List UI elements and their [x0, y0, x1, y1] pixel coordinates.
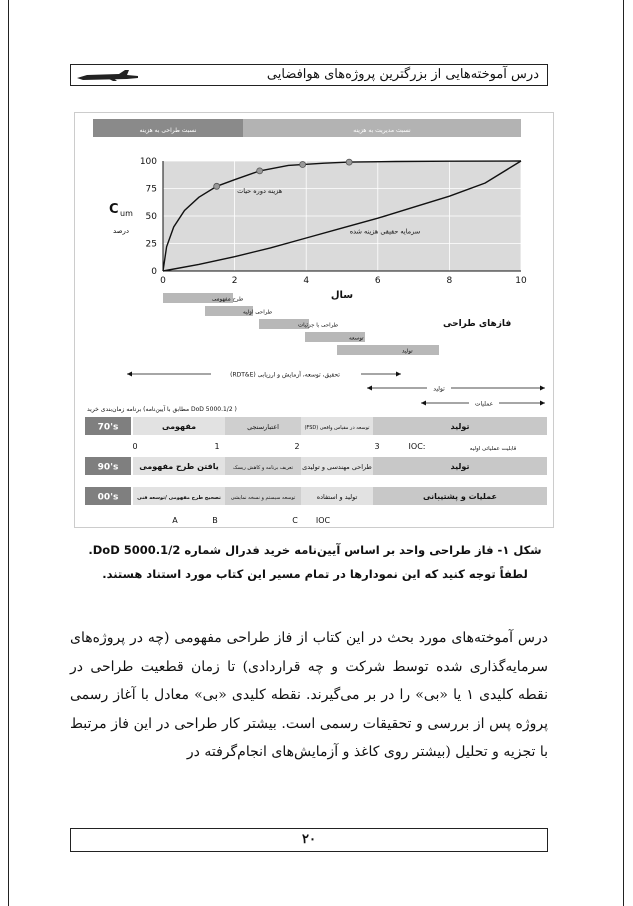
running-header	[70, 64, 548, 86]
y-axis-unit: درصد	[112, 227, 130, 235]
milestone-00-label: IOC	[315, 516, 331, 525]
schedule-cell-label: تولید	[450, 422, 470, 431]
ioc-note: قابلیت عملیاتی اولیه	[469, 446, 517, 452]
acquisition-title: برنامه زمان‌بندی خرید (مطابق با آیین‌نامه DoD 5000.1/2 )	[87, 406, 237, 413]
schedule-cell-label: توسعه در مقیاس واقعی (FSD)	[304, 425, 370, 431]
era-label: 70's	[97, 422, 119, 433]
y-axis-label: C	[109, 202, 119, 217]
milestone-70-label: 3	[374, 442, 380, 451]
schedule-cell-label: اعتبارسنجی	[247, 423, 279, 431]
milestone-70-label: 1	[214, 442, 220, 451]
x-tick-label: 6	[374, 276, 381, 286]
milestone-00-label: A	[172, 516, 178, 525]
management-cost-label: نسبت مدیریت به هزینه	[353, 127, 411, 134]
page-number: ۲۰	[302, 832, 316, 847]
airplane-icon	[75, 69, 141, 83]
schedule-cell-label: عملیات و پشتیبانی	[423, 492, 497, 501]
design-phases-label: فازهای طراحی	[443, 319, 512, 329]
operations-arrow-head-left	[421, 401, 426, 406]
phase-label: طراحی با جزئیات	[298, 322, 339, 329]
rdte-label: تحقیق، توسعه، آزمایش و ارزیابی (RDT&E)	[230, 371, 340, 379]
milestone-00-label: C	[292, 516, 298, 525]
schedule-cell-label: تصحیح طرح مفهومی /توسعه فنی	[137, 495, 221, 501]
series-label-invested: سرمایه حقیقی هزینه شده	[349, 227, 421, 236]
schedule-cell-label: طراحی مهندسی و تولیدی	[302, 463, 372, 471]
y-tick-label: 50	[145, 212, 157, 222]
operations-arrow-head-right	[540, 401, 545, 406]
y-tick-label: 75	[145, 184, 157, 195]
page-footer	[70, 828, 548, 852]
data-point	[257, 168, 263, 174]
rdte-arrow-head-left	[127, 372, 132, 377]
production-arrow-head-left	[367, 386, 372, 391]
schedule-cell-label: مفهومی	[161, 422, 197, 431]
figure-canvas	[75, 113, 553, 527]
y-tick-label: 100	[139, 157, 157, 167]
x-tick-label: 2	[231, 276, 238, 286]
y-axis-label-sub: um	[120, 209, 133, 218]
phase-label: طرح مفهومی	[212, 296, 244, 303]
rdte-arrow-head-right	[396, 372, 401, 377]
x-tick-label: 10	[515, 276, 527, 286]
milestone-00-label: B	[212, 516, 218, 525]
y-tick-label: 25	[145, 239, 157, 250]
operations-arrow-label: عملیات	[474, 400, 494, 408]
schedule-cell-label: توسعه سیستم و نسخه نمایشی	[230, 495, 296, 501]
figure-caption: شکل ۱- فاز طراحی واحد بر اساس آیین‌نامه خرید فدرال شماره DoD 5000.1/2. لطفاً توجه کنید که این نمودارها در تمام مسیر این کتاب مورد استناد هستند.	[88, 543, 542, 581]
data-point	[214, 183, 220, 189]
x-tick-label: 0	[160, 276, 166, 286]
era-label: 90's	[97, 462, 119, 473]
phase-bar	[337, 345, 439, 355]
x-axis-label: سال	[330, 290, 354, 301]
x-tick-label: 4	[303, 276, 310, 286]
schedule-cell-label: تعریف برنامه و کاهش ریسک	[233, 465, 293, 471]
schedule-cell-label: تولید و استفاده	[316, 493, 358, 501]
milestone-70-label: IOC:	[408, 442, 426, 451]
production-arrow-label: تولید	[433, 385, 445, 393]
phase-label: طراحی اولیه	[243, 309, 273, 316]
phase-label: تولید	[402, 348, 413, 355]
x-tick-label: 8	[446, 276, 453, 286]
body-paragraph: درس آموخته‌های مورد بحث در این کتاب از فاز طراحی مفهومی (چه در پروژه‌های سرمایه‌گذاری شده توسط شرکت و چه قراردادی) تا زمان قطعیت طراحی در نقطه کلیدی ۱ یا «بی» را در بر می‌گیرند. نقطه کلیدی «بی» معادل با آغاز رسمی پروژه پس از بررسی و تحقیقات رسمی است. بیشتر کار طراحی در این فاز مرتبط با تجزیه و تحلیل (بیشتر روی کاغذ و آزمایش‌های انجام‌گرفته در	[70, 630, 549, 760]
schedule-cell-label: یافتن طرح مفهومی	[139, 462, 219, 471]
figure-1	[74, 112, 554, 528]
phase-label: توسعه	[349, 335, 364, 342]
header-title: درس آموخته‌هایی از بزرگترین پروژه‌های هوافضایی	[266, 67, 539, 82]
y-tick-label: 0	[151, 267, 157, 277]
schedule-cell-label: تولید	[450, 462, 470, 471]
production-arrow-head-right	[540, 386, 545, 391]
data-point	[346, 159, 352, 165]
era-label: 00's	[97, 492, 119, 503]
data-point	[300, 162, 306, 168]
milestone-70-label: 0	[132, 442, 138, 451]
design-cost-label: نسبت طراحی به هزینه	[139, 127, 197, 134]
series-label-lifecycle: هزینه دوره حیات	[237, 186, 283, 195]
milestone-70-label: 2	[294, 442, 300, 451]
